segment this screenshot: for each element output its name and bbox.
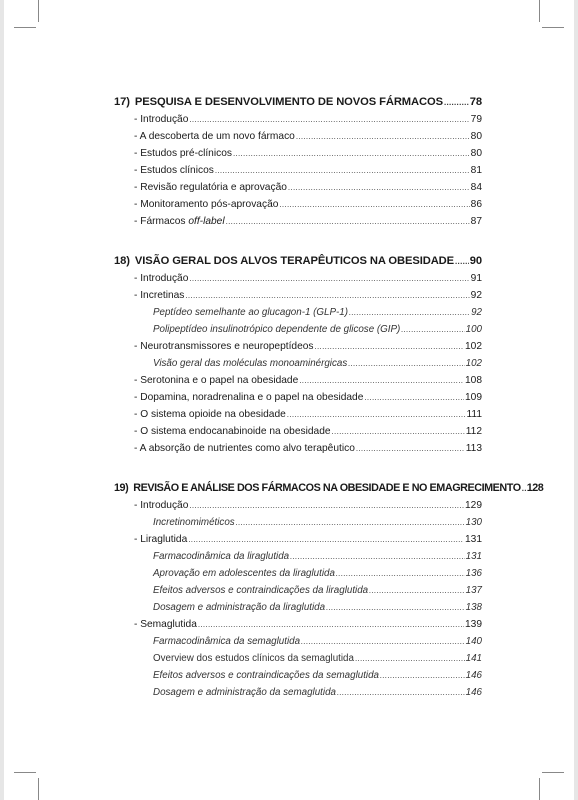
toc-entry[interactable] — [114, 111, 482, 128]
dot-leader — [369, 582, 465, 599]
dot-leader — [349, 304, 470, 321]
entry-label: - Neurotransmissores e neuropeptídeos — [134, 341, 314, 352]
page-number: 137 — [465, 585, 482, 596]
dot-leader — [236, 514, 465, 531]
entry-label: - O sistema opioide na obesidade — [134, 409, 286, 420]
subentry-label: Efeitos adversos e contraindicações da liraglutida — [153, 585, 369, 596]
entry-label — [134, 213, 225, 230]
page-number: 90 — [469, 255, 482, 267]
dot-leader — [332, 423, 465, 440]
page-edge-left — [0, 0, 4, 800]
entry-label: - O sistema endocanabinoide na obesidade — [134, 426, 331, 437]
toc-entry[interactable] — [114, 423, 482, 440]
page-number: 146 — [465, 670, 482, 681]
page-number: 138 — [465, 602, 482, 613]
page-number: 112 — [465, 426, 482, 437]
toc-entry[interactable] — [114, 406, 482, 423]
toc-entry[interactable] — [114, 213, 482, 230]
dot-leader — [380, 667, 465, 684]
subentry-label: Polipeptídeo insulinotrópico dependente de glicose (GIP) — [153, 324, 401, 335]
page-number: 139 — [465, 619, 482, 630]
entry-label: - Introdução — [134, 273, 189, 284]
subentry-label: Farmacodinâmica da liraglutida — [153, 551, 290, 562]
section-title: PESQUISA E DESENVOLVIMENTO DE NOVOS FÁRMACOS — [134, 96, 443, 108]
dot-leader — [315, 338, 464, 355]
toc-entry[interactable] — [114, 145, 482, 162]
dot-leader — [215, 162, 470, 179]
dot-leader — [288, 179, 470, 196]
entry-label: - Liraglutida — [134, 534, 188, 545]
subentry-label: Peptídeo semelhante ao glucagon-1 (GLP-1) — [153, 307, 348, 318]
page-number: 108 — [465, 375, 482, 386]
section-number: 17) — [114, 96, 130, 108]
dot-leader — [290, 548, 465, 565]
crop-mark-top-left — [38, 0, 39, 22]
toc-entry[interactable] — [114, 270, 482, 287]
toc-entry[interactable] — [114, 179, 482, 196]
dot-leader — [336, 565, 465, 582]
entry-label-italic: off-label — [188, 216, 225, 227]
page-number: 129 — [465, 500, 482, 511]
entry-label: - Introdução — [134, 500, 189, 511]
section-title: REVISÃO E ANÁLISE DOS FÁRMACOS NA OBESIDADE E NO EMAGRECIMENTO — [133, 482, 521, 494]
toc-subentry[interactable] — [114, 684, 482, 701]
dot-leader — [189, 270, 469, 287]
dot-leader — [348, 355, 464, 372]
entry-label: - Estudos clínicos — [134, 165, 214, 176]
page-number: 136 — [465, 568, 482, 579]
page-number: 102 — [465, 358, 482, 369]
dot-leader — [185, 287, 469, 304]
dot-leader — [299, 372, 464, 389]
toc-subentry[interactable] — [114, 633, 482, 650]
toc-entry[interactable] — [114, 531, 482, 548]
toc-subentry[interactable] — [114, 582, 482, 599]
toc-subentry[interactable] — [114, 565, 482, 582]
page-number: 84 — [470, 182, 482, 193]
dot-leader — [522, 480, 526, 498]
toc-heading[interactable] — [114, 479, 544, 497]
table-of-contents — [114, 93, 544, 701]
dot-leader — [287, 406, 466, 423]
toc-entry[interactable] — [114, 287, 482, 304]
dot-leader — [233, 145, 470, 162]
entry-label: - Dopamina, noradrenalina e o papel na obesidade — [134, 392, 364, 403]
page-number: 80 — [470, 148, 482, 159]
dot-leader — [364, 389, 464, 406]
page-number: 92 — [470, 290, 482, 301]
dot-leader — [356, 440, 465, 457]
subentry-label: Incretinomiméticos — [153, 517, 235, 528]
dot-leader — [455, 253, 469, 271]
page-number: 111 — [466, 409, 482, 420]
toc-section-19 — [114, 479, 544, 701]
crop-mark-top-right — [539, 0, 540, 22]
section-title: VISÃO GERAL DOS ALVOS TERAPÊUTICOS NA OBESIDADE — [134, 255, 455, 267]
entry-label: - A descoberta de um novo fármaco — [134, 131, 295, 142]
dot-leader — [189, 111, 469, 128]
page-number: 141 — [465, 653, 482, 664]
toc-entry[interactable] — [114, 128, 482, 145]
toc-section-17 — [114, 93, 482, 230]
dot-leader — [444, 94, 469, 112]
dot-leader — [198, 616, 464, 633]
dot-leader — [401, 321, 464, 338]
dot-leader — [301, 633, 465, 650]
page-number: 87 — [470, 216, 482, 227]
subentry-label: Dosagem e administração da liraglutida — [153, 602, 326, 613]
toc-subentry[interactable] — [114, 355, 482, 372]
subentry-label: Visão geral das moléculas monoaminérgicas — [153, 358, 348, 369]
entry-label: - Revisão regulatória e aprovação — [134, 182, 287, 193]
crop-mark-bottom-right-h — [542, 772, 564, 773]
crop-mark-bottom-right — [539, 778, 540, 800]
entry-label: - Serotonina e o papel na obesidade — [134, 375, 299, 386]
crop-mark-top-right-h — [542, 27, 564, 28]
toc-subentry[interactable] — [114, 304, 482, 321]
toc-subentry[interactable] — [114, 548, 482, 565]
toc-entry[interactable] — [114, 372, 482, 389]
page-number: 113 — [465, 443, 482, 454]
page-number: 128 — [526, 482, 544, 494]
toc-subentry[interactable] — [114, 514, 482, 531]
page-number: 91 — [470, 273, 482, 284]
dot-leader — [337, 684, 465, 701]
page-number: 80 — [470, 131, 482, 142]
toc-heading[interactable] — [114, 252, 482, 270]
page-number: 131 — [465, 551, 482, 562]
entry-label: - Estudos pré-clínicos — [134, 148, 232, 159]
entry-label: - Monitoramento pós-aprovação — [134, 199, 279, 210]
crop-mark-bottom-left-h — [14, 772, 36, 773]
toc-entry[interactable] — [114, 440, 482, 457]
page-number: 130 — [465, 517, 482, 528]
toc-entry[interactable] — [114, 389, 482, 406]
section-number: 19) — [114, 482, 129, 494]
page-number: 78 — [469, 96, 482, 108]
toc-section-18 — [114, 252, 482, 457]
page-number: 81 — [470, 165, 482, 176]
dot-leader — [296, 128, 470, 145]
toc-subentry[interactable] — [114, 667, 482, 684]
dot-leader — [279, 196, 469, 213]
toc-entry[interactable] — [114, 338, 482, 355]
toc-subentry[interactable] — [114, 599, 482, 616]
page-edge-right — [574, 0, 578, 800]
page-number: 92 — [471, 307, 482, 318]
toc-entry[interactable] — [114, 616, 482, 633]
dot-leader — [188, 531, 464, 548]
entry-label: - Introdução — [134, 114, 189, 125]
entry-label: - Incretinas — [134, 290, 185, 301]
page-number: 109 — [465, 392, 482, 403]
page-number: 102 — [465, 341, 482, 352]
toc-entry[interactable] — [114, 196, 482, 213]
entry-label-prefix: - Fármacos — [134, 216, 189, 227]
toc-subentry[interactable] — [114, 321, 482, 338]
page-number: 86 — [470, 199, 482, 210]
subentry-label: Dosagem e administração da semaglutida — [153, 687, 336, 698]
dot-leader — [326, 599, 465, 616]
toc-heading[interactable] — [114, 93, 482, 111]
entry-label: - A absorção de nutrientes como alvo terapêutico — [134, 443, 355, 454]
page-number: 146 — [465, 687, 482, 698]
page-number: 140 — [465, 636, 482, 647]
toc-entry[interactable] — [114, 497, 482, 514]
crop-mark-bottom-left — [38, 778, 39, 800]
entry-label: - Semaglutida — [134, 619, 197, 630]
section-number: 18) — [114, 255, 130, 267]
page-number: 131 — [465, 534, 482, 545]
dot-leader — [189, 497, 464, 514]
dot-leader — [355, 650, 465, 667]
crop-mark-top-left-h — [14, 27, 36, 28]
toc-entry[interactable] — [114, 162, 482, 179]
subentry-label: Efeitos adversos e contraindicações da semaglutida — [153, 670, 380, 681]
subentry-label: Aprovação em adolescentes da liraglutida — [153, 568, 335, 579]
toc-subentry[interactable] — [114, 650, 482, 667]
subentry-label: Farmacodinâmica da semaglutida — [153, 636, 301, 647]
page-number: 79 — [470, 114, 482, 125]
page-number: 100 — [465, 324, 482, 335]
dot-leader — [226, 213, 470, 230]
subentry-label: Overview dos estudos clínicos da semaglutida — [153, 653, 354, 664]
